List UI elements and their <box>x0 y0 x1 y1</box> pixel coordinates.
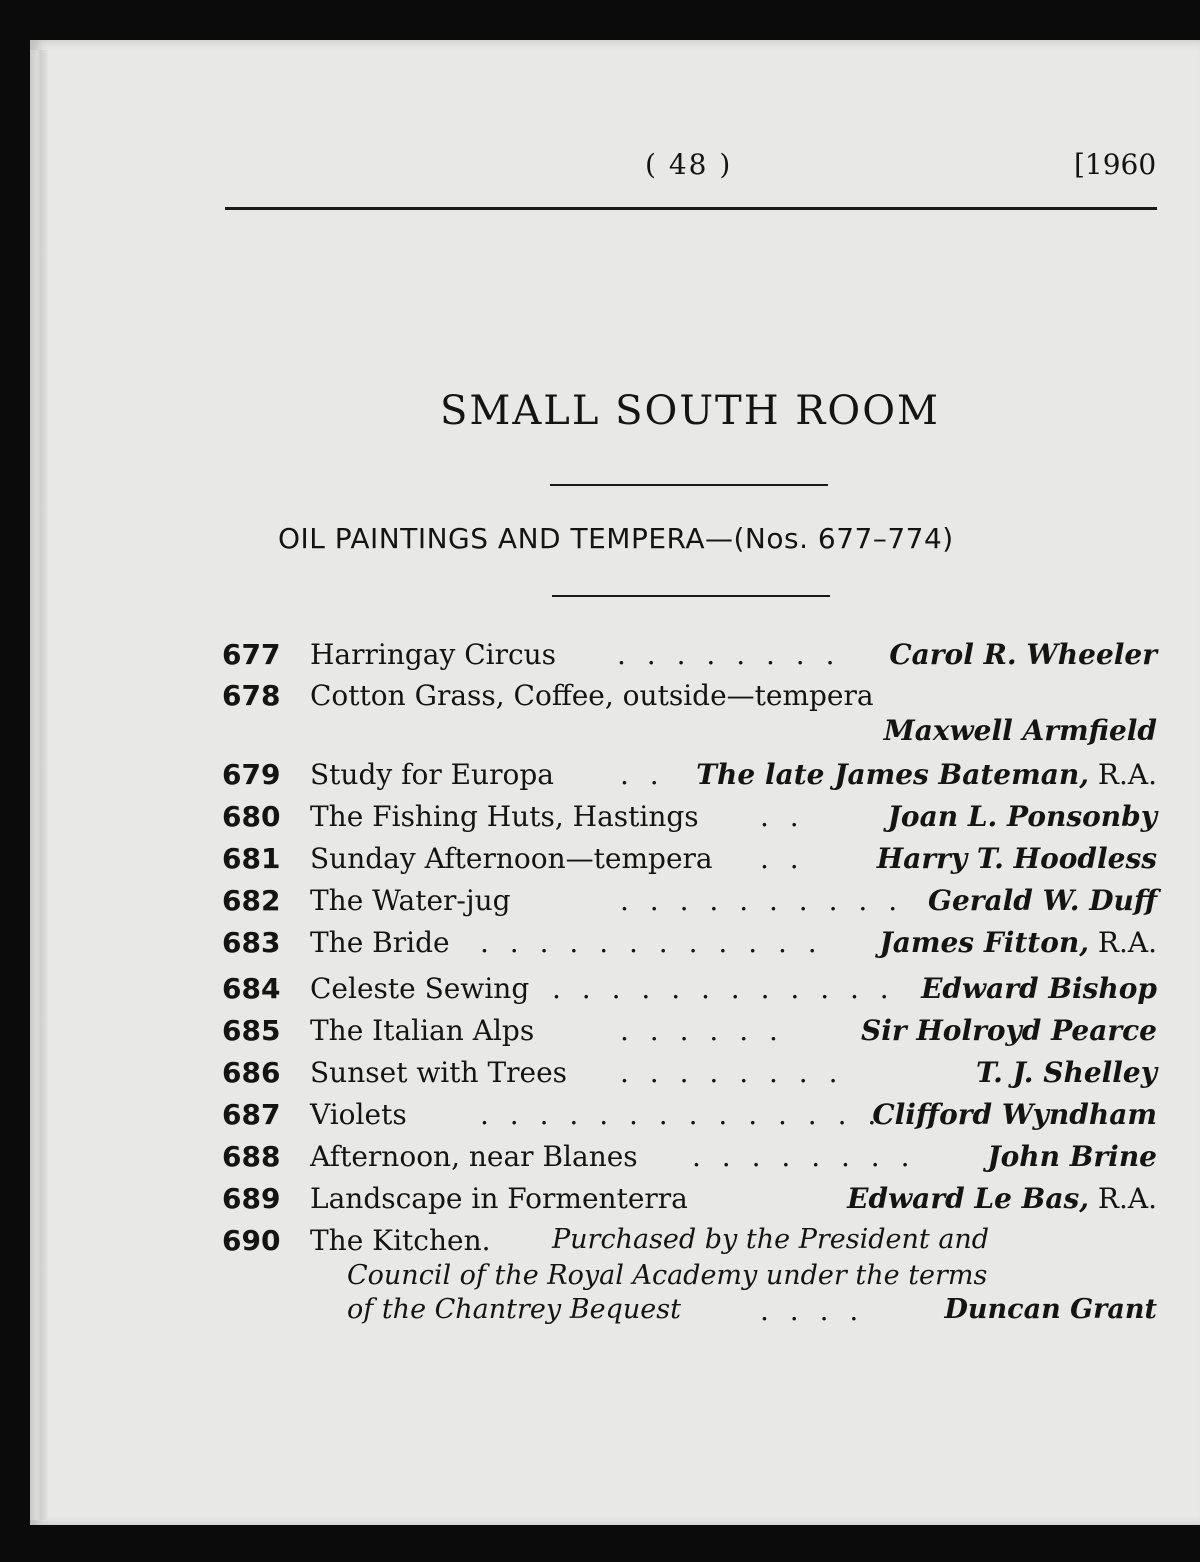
entry-number: 684 <box>222 972 281 1005</box>
leader-dots: . . . . . . . . <box>617 638 841 671</box>
section-title: OIL PAINTINGS AND TEMPERA—(Nos. 677–774) <box>278 522 954 555</box>
entry-title: The Fishing Huts, Hastings <box>310 800 699 833</box>
leader-dots: . . <box>760 842 805 875</box>
entry-title: The Kitchen. <box>310 1224 491 1257</box>
entry-title: Landscape in Formenterra <box>310 1182 688 1215</box>
leader-dots: . . <box>760 800 805 833</box>
leader-dots: . . . . . . . . . . . . <box>552 972 895 1005</box>
entry-title: The Water-jug <box>310 884 511 917</box>
entry-artist: Edward Bishop <box>921 972 1157 1005</box>
leader-dots: . . . . . . . . . . . . <box>480 926 823 959</box>
entry-title: Harringay Circus <box>310 638 557 671</box>
entry-title: Study for Europa <box>310 758 554 791</box>
entry-number: 685 <box>222 1014 281 1047</box>
leader-dots: . . <box>620 758 665 791</box>
header-rule <box>225 207 1157 210</box>
entry-artist: Clifford Wyndham <box>872 1098 1157 1131</box>
leader-dots: . . . . . . . . . . . . . . <box>480 1098 883 1131</box>
entry-note-line-2: Council of the Royal Academy under the terms <box>347 1260 988 1291</box>
entry-title: The Bride <box>310 926 450 959</box>
entry-artist: Duncan Grant <box>944 1294 1157 1325</box>
catalogue-year: [1960 <box>1074 148 1157 181</box>
entry-title: Sunday Afternoon—tempera <box>310 842 713 875</box>
entry-number: 681 <box>222 842 281 875</box>
entry-number: 686 <box>222 1056 281 1089</box>
entry-artist: Edward Le Bas, R.A. <box>847 1182 1157 1215</box>
entry-artist: T. J. Shelley <box>975 1056 1157 1089</box>
section-rule <box>552 595 830 597</box>
entry-artist: Sir Holroyd Pearce <box>860 1014 1157 1047</box>
leader-dots: . . . . <box>760 1294 865 1327</box>
entry-number: 687 <box>222 1098 281 1131</box>
entry-number: 679 <box>222 758 281 791</box>
page-number: ( 48 ) <box>645 148 733 181</box>
entry-number: 689 <box>222 1182 281 1215</box>
leader-dots: . . . . . . . . . . <box>620 884 904 917</box>
title-rule <box>550 484 828 486</box>
entry-number: 688 <box>222 1140 281 1173</box>
entry-title: Cotton Grass, Coffee, outside—tempera <box>310 679 874 712</box>
entry-artist: John Brine <box>987 1140 1157 1173</box>
entry-title: The Italian Alps <box>310 1014 535 1047</box>
page-edge <box>30 50 48 1520</box>
entry-number: 682 <box>222 884 281 917</box>
leader-dots: . . . . . . <box>620 1014 784 1047</box>
entry-title: Sunset with Trees <box>310 1056 568 1089</box>
entry-note-line-3: of the Chantrey Bequest <box>347 1294 681 1325</box>
entry-number: 678 <box>222 679 281 712</box>
leader-dots: . . . . . . . . <box>692 1140 916 1173</box>
entry-artist: Maxwell Armfield <box>883 714 1157 747</box>
entry-number: 677 <box>222 638 281 671</box>
entry-note-line-1: Purchased by the President and <box>552 1224 990 1255</box>
entry-artist: The late James Bateman, R.A. <box>696 758 1157 791</box>
entry-number: 680 <box>222 800 281 833</box>
entry-artist: Carol R. Wheeler <box>889 638 1157 671</box>
entry-artist: Harry T. Hoodless <box>876 842 1157 875</box>
leader-dots: . . . . . . . . <box>620 1056 844 1089</box>
entry-title: Afternoon, near Blanes <box>310 1140 638 1173</box>
entry-number: 683 <box>222 926 281 959</box>
room-title: SMALL SOUTH ROOM <box>440 388 940 434</box>
entry-artist: James Fitton, R.A. <box>879 926 1157 959</box>
entry-title: Celeste Sewing <box>310 972 530 1005</box>
entry-number: 690 <box>222 1224 281 1257</box>
entry-artist: Joan L. Ponsonby <box>887 800 1157 833</box>
entry-title: Violets <box>310 1098 407 1131</box>
entry-artist: Gerald W. Duff <box>928 884 1157 917</box>
